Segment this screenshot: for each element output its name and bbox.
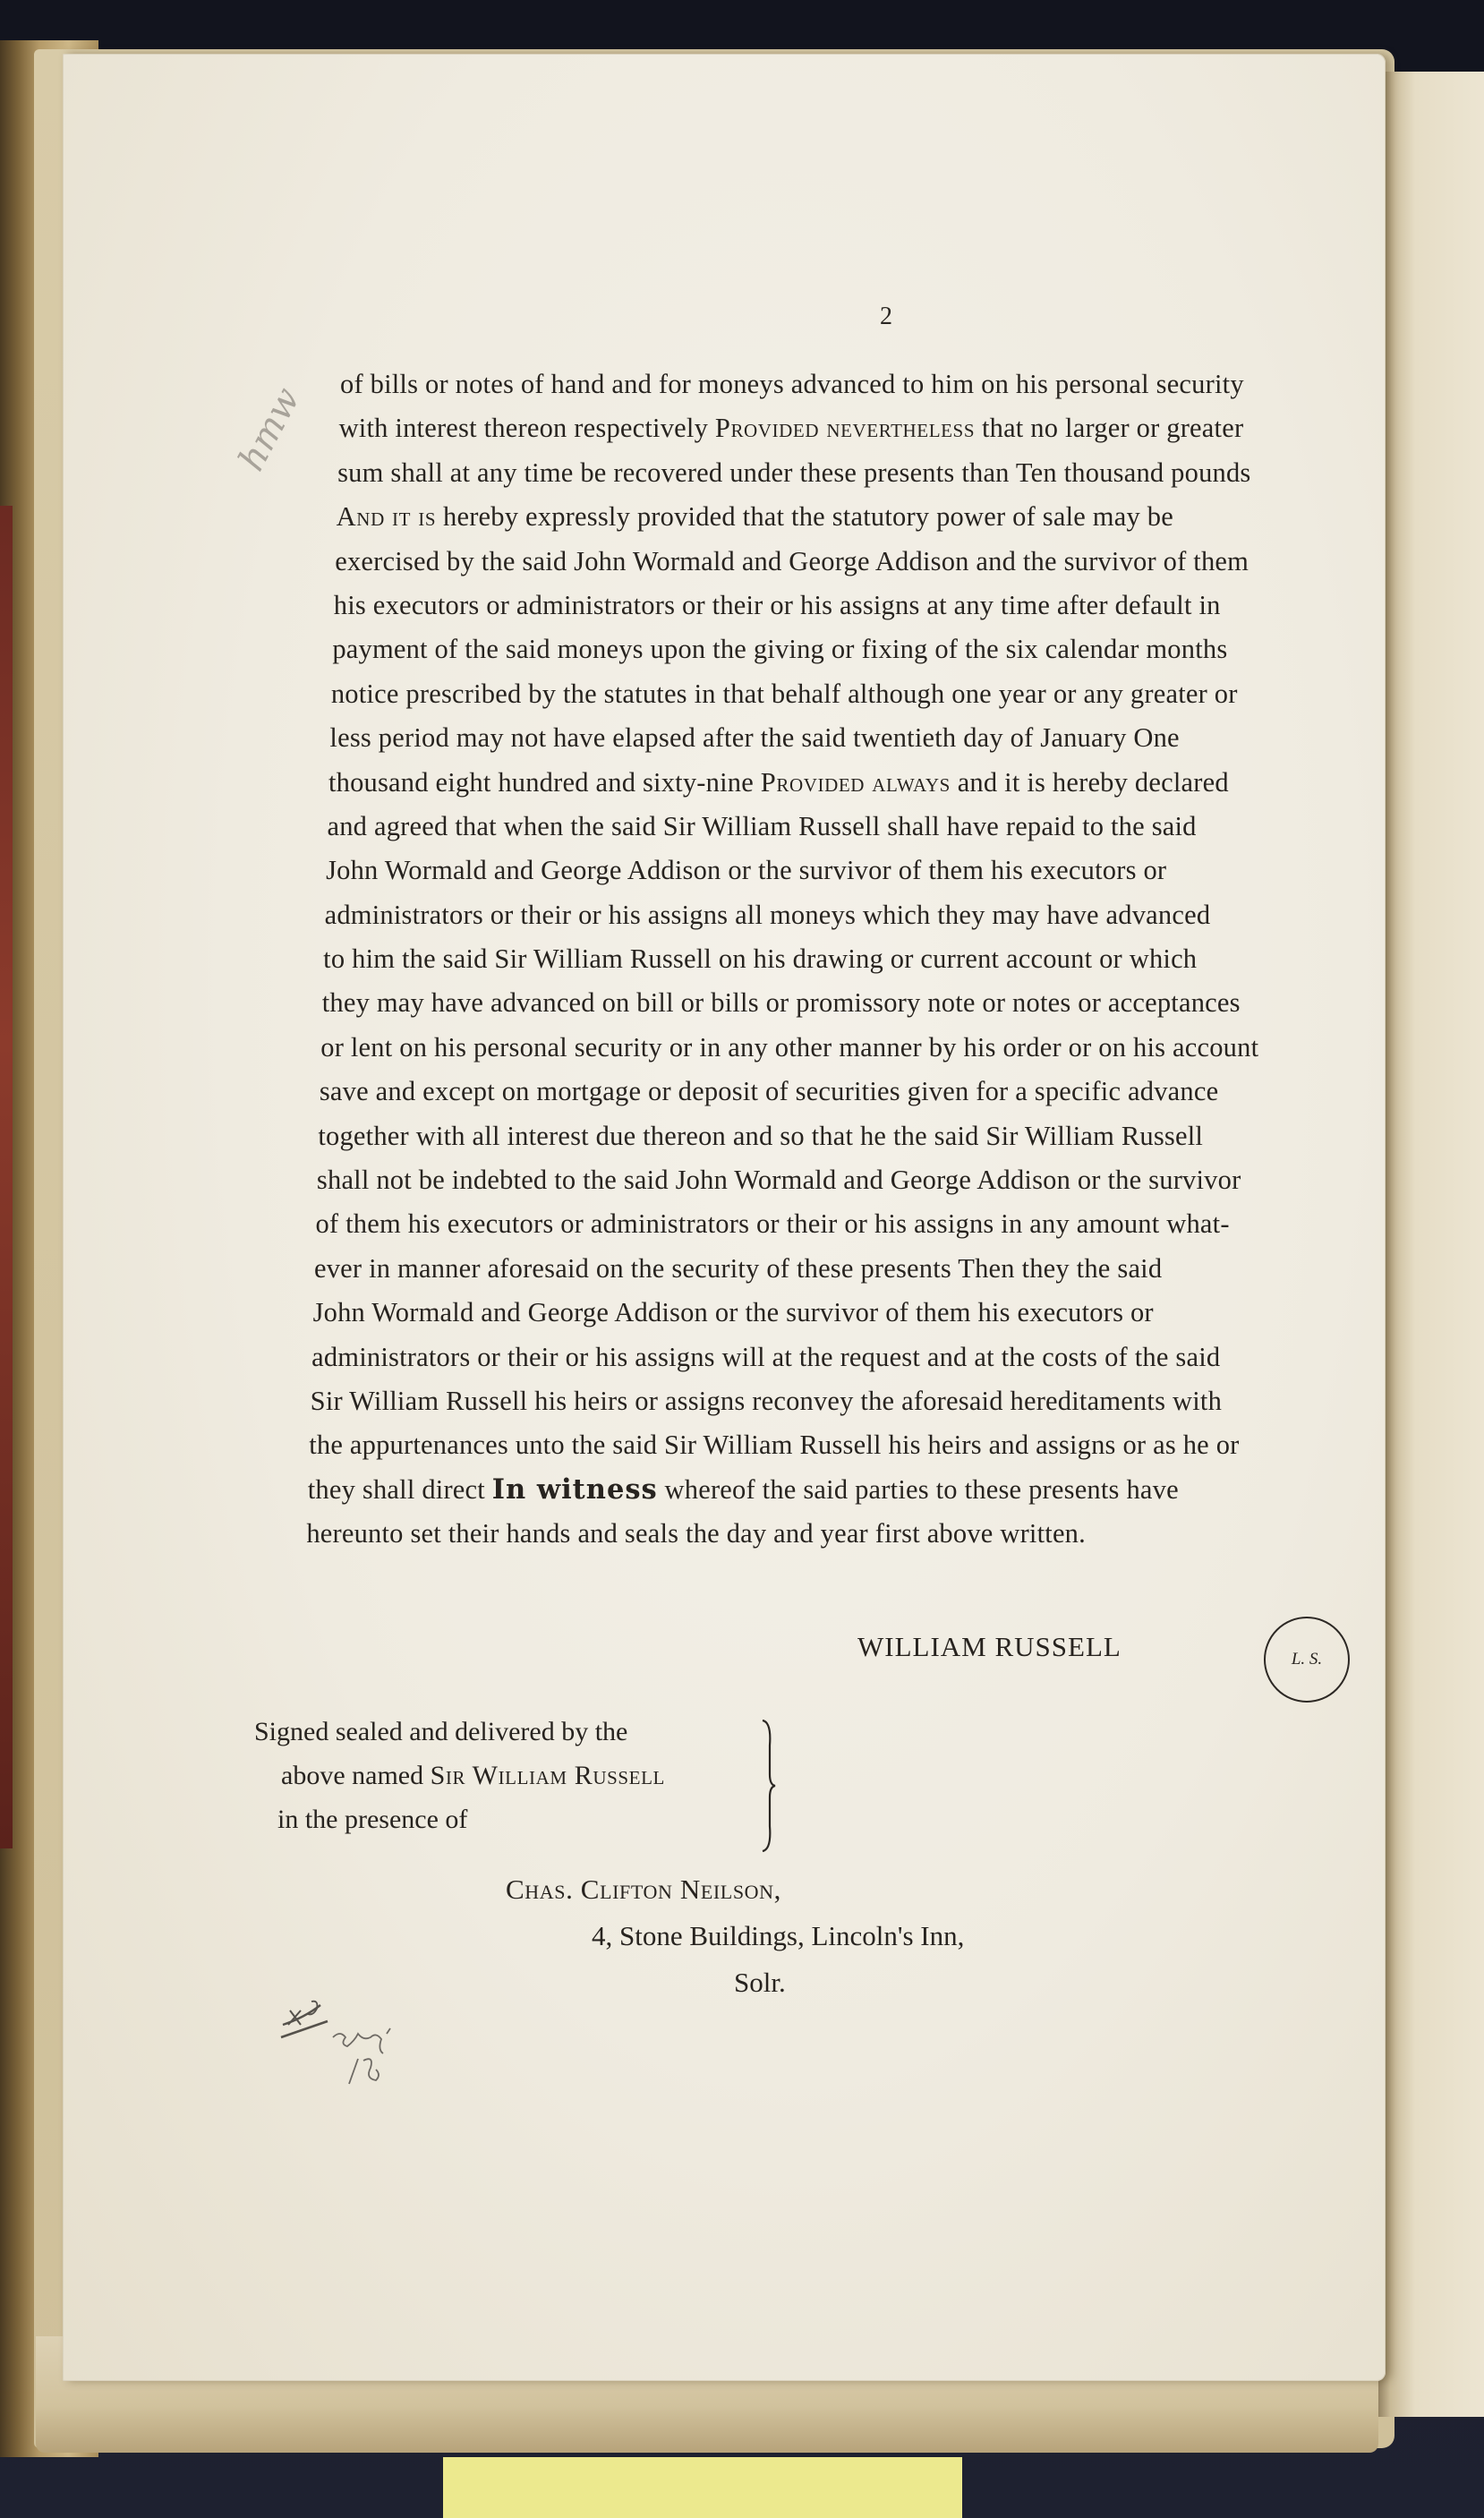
body-line: [329, 716, 1396, 760]
body-line: [328, 761, 1396, 805]
body-line: [324, 893, 1396, 937]
spine-red-band: [0, 506, 13, 1848]
body-text-run: save and except on mortgage or deposit of securities given for a specific advance: [319, 1076, 1219, 1107]
witness-title: Solr.: [734, 1967, 786, 1998]
body-text-run: hereby expressly provided that the statutory power of sale may be: [436, 501, 1173, 533]
seal-label: L. S.: [1291, 1650, 1323, 1669]
body-line: [333, 584, 1396, 627]
body-line: [319, 1070, 1396, 1114]
body-text-run: sum shall at any time be recovered under these presents than Ten thousand pounds: [337, 457, 1251, 488]
body-text-run: John Wormald and George Addison or the survivor of them his executors or: [312, 1297, 1154, 1328]
body-text-run: with interest thereon respectively: [338, 413, 715, 444]
pencil-annotation: [277, 1998, 430, 2096]
body-text-run: notice prescribed by the statutes in that behalf although one year or any greater or: [330, 678, 1238, 709]
body-text-run: less period may not have elapsed after the said twentieth day of January One: [329, 722, 1180, 754]
margin-pencil-note: hmw: [231, 380, 309, 478]
attestation-prefix: above named: [281, 1761, 431, 1790]
body-text-run: thousand eight hundred and sixty-nine: [328, 766, 761, 798]
attestation-clause: [254, 1710, 665, 1841]
body-line: [330, 672, 1396, 716]
body-line: [306, 1512, 1396, 1556]
witness-address: 4, Stone Buildings, Lincoln's Inn,: [592, 1920, 965, 1951]
deed-body-text: [306, 363, 1396, 1557]
body-line: [310, 1379, 1396, 1423]
body-line: [320, 1026, 1396, 1070]
body-text-run: and it is hereby declared: [950, 766, 1229, 798]
body-line: [339, 406, 1396, 450]
body-line: [312, 1291, 1396, 1335]
body-line: [316, 1158, 1396, 1202]
body-line: [338, 495, 1396, 539]
body-line: [327, 805, 1397, 849]
body-text-run: or lent on his personal security or in any other manner by his order or on his account: [320, 1031, 1259, 1063]
body-line: [332, 627, 1396, 671]
body-line: [314, 1247, 1396, 1291]
body-text-run: John Wormald and George Addison or the survivor of them his executors or: [326, 855, 1167, 886]
yellow-bookmark-tab: [443, 2457, 962, 2518]
body-line: [315, 1202, 1396, 1246]
blackletter-phrase: In witness: [491, 1472, 658, 1506]
body-line: [323, 937, 1396, 981]
witness-block: [506, 1866, 964, 2006]
body-line: [311, 1336, 1396, 1379]
body-line: [335, 540, 1396, 584]
body-line: [326, 849, 1396, 892]
body-text-run: his executors or administrators or their or his assigns at any time after default in: [333, 589, 1221, 620]
body-line: [309, 1423, 1396, 1467]
body-line: [339, 451, 1396, 495]
body-text-run: shall not be indebted to the said John Wormald and George Addison or the survivor: [316, 1165, 1241, 1196]
small-caps-phrase: And it is: [336, 501, 437, 533]
attestation-line-1: Signed sealed and delivered by the: [254, 1717, 628, 1746]
page-number: 2: [880, 303, 892, 330]
body-text-run: administrators or their or his assigns all moneys which they may have advanced: [324, 899, 1211, 930]
body-line: [307, 1468, 1396, 1512]
body-text-run: they may have advanced on bill or bills or promissory note or notes or acceptances: [321, 987, 1241, 1019]
body-line: [318, 1114, 1396, 1158]
small-caps-phrase: Provided nevertheless: [714, 413, 976, 444]
body-text-run: of them his executors or administrators or their or his assigns in any amount what-: [315, 1208, 1230, 1240]
seal-circle: [1264, 1617, 1350, 1703]
body-text-run: exercised by the said John Wormald and George Addison and the survivor of them: [335, 545, 1249, 576]
attestation-name: Sir William Russell: [430, 1761, 665, 1790]
signatory-name: WILLIAM RUSSELL: [857, 1631, 1122, 1662]
body-text-run: hereunto set their hands and seals the day and year first above written.: [306, 1518, 1086, 1549]
body-text-run: Sir William Russell his heirs or assigns reconvey the aforesaid hereditaments with: [310, 1385, 1223, 1416]
body-text-run: they shall direct: [307, 1473, 492, 1505]
attestation-line-3: in the presence of: [277, 1805, 468, 1834]
body-text-run: whereof the said parties to these presents have: [657, 1473, 1179, 1505]
body-text-run: the appurtenances unto the said Sir William Russell his heirs and assigns or as he or: [309, 1430, 1240, 1461]
body-text-run: administrators or their or his assigns will at the request and at the costs of the said: [311, 1341, 1221, 1372]
attestation-brace: [759, 1719, 777, 1853]
body-text-run: to him the said Sir William Russell on his drawing or current account or which: [323, 943, 1198, 975]
body-text-run: ever in manner aforesaid on the security of these presents Then they the said: [314, 1252, 1163, 1284]
body-text-run: payment of the said moneys upon the giving or fixing of the six calendar months: [332, 634, 1228, 665]
body-text-run: together with all interest due thereon and so that he the said Sir William Russell: [318, 1120, 1204, 1151]
witness-name: Chas. Clifton Neilson,: [506, 1874, 781, 1905]
body-text-run: that no larger or greater: [975, 413, 1244, 444]
body-text-run: and agreed that when the said Sir William Russell shall have repaid to the said: [327, 810, 1197, 841]
attestation-line-2: [281, 1754, 665, 1797]
body-line: [340, 363, 1396, 406]
body-text-run: of bills or notes of hand and for moneys advanced to him on his personal security: [340, 369, 1244, 399]
body-line: [321, 981, 1396, 1025]
small-caps-phrase: Provided always: [760, 766, 951, 798]
